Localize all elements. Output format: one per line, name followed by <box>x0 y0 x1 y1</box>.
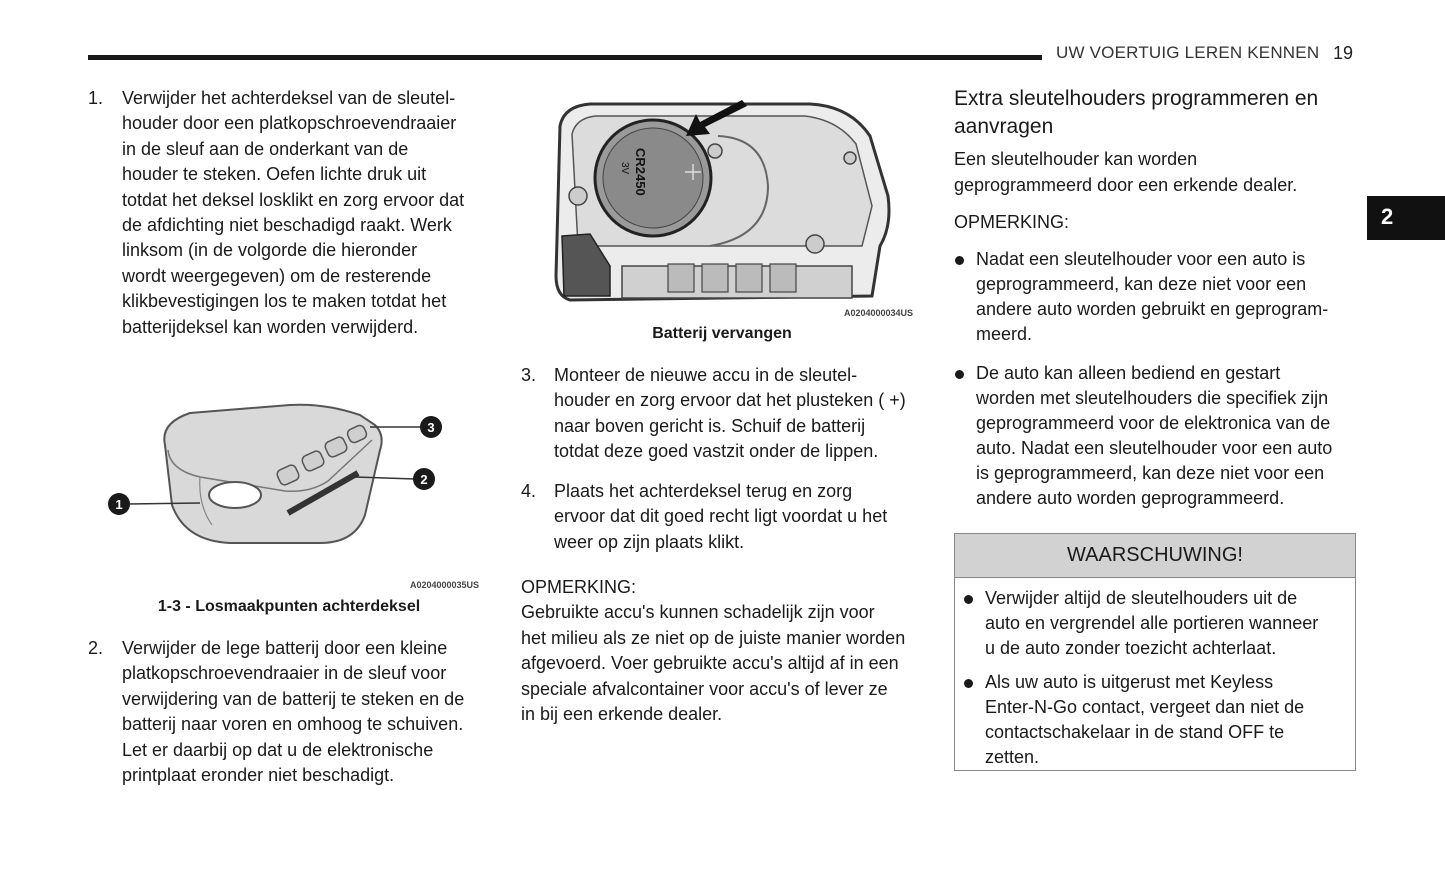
step-2 <box>88 636 498 788</box>
callout-1-label: 1 <box>115 497 123 512</box>
text-line: Een sleutelhouder kan worden <box>954 149 1198 169</box>
text-line: speciale afvalcontainer voor accu's of lever ze <box>521 678 888 699</box>
step-1 <box>88 86 498 340</box>
text-line: naar boven gericht is. Schuif de batterij <box>554 415 866 436</box>
text-line: Enter-N-Go contact, vergeet dan niet de <box>985 697 1305 717</box>
text-line: meerd. <box>976 324 1033 344</box>
text-line: de afdichting niet beschadigd raakt. Werk <box>122 215 452 236</box>
section-heading <box>954 85 1359 141</box>
list-item <box>963 670 1345 770</box>
step-3-number: 3. <box>521 365 537 385</box>
text-line: batterij naar voren en omhoog te schuiven. <box>122 714 464 735</box>
text-line: in bij een erkende dealer. <box>521 704 723 725</box>
step-2-number: 2. <box>88 638 104 658</box>
text-line: houder te steken. Oefen lichte druk uit <box>122 164 427 185</box>
callout-2-label: 2 <box>420 472 428 487</box>
text-line: totdat deze goed vastzit onder de lippen. <box>554 441 879 462</box>
step-1-number: 1. <box>88 88 104 108</box>
text-line: afgevoerd. Voer gebruikte accu's altijd af in een <box>521 653 899 674</box>
section-extra-key-fobs <box>954 85 1359 525</box>
text-line: klikbevestigingen los te maken totdat het <box>122 291 447 312</box>
header-rule <box>88 55 1042 60</box>
chapter-tab: 2 <box>1367 196 1445 240</box>
text-line: andere auto worden gebruikt en geprogram- <box>976 299 1329 319</box>
step-4-number: 4. <box>521 481 537 501</box>
text-line: worden met sleutelhouders die specifiek zijn <box>976 388 1329 408</box>
text-line: Verwijder de lege batterij door een kleine <box>122 638 448 658</box>
text-line: Plaats het achterdeksel terug en zorg <box>554 481 853 501</box>
bullet-icon <box>964 679 973 688</box>
text-line: platkopschroevendraaier in de sleuf voor <box>122 663 447 684</box>
note-bullets <box>954 247 1359 511</box>
list-item <box>954 361 1359 511</box>
text-line: Monteer de nieuwe accu in de sleutel- <box>554 365 858 385</box>
warning-title: WAARSCHUWING! <box>955 534 1355 578</box>
step-1-text <box>122 86 498 340</box>
figure-1-code: A0204000035US <box>410 580 480 590</box>
bullet-icon <box>955 256 964 265</box>
section-intro <box>954 147 1359 198</box>
text-line: Verwijder altijd de sleutelhouders uit de <box>985 588 1298 608</box>
text-line: printplaat eronder niet beschadigt. <box>122 765 395 786</box>
text-line: geprogrammeerd door een erkende dealer. <box>954 174 1298 195</box>
list-item <box>954 247 1359 347</box>
heading-line: aanvragen <box>954 115 1054 138</box>
text-line: is geprogrammeerd, kan deze niet voor een <box>976 463 1325 483</box>
note-disposal <box>521 575 931 727</box>
battery-replacement-illustration <box>550 96 895 306</box>
text-line: u de auto zonder toezicht achterlaat. <box>985 638 1277 658</box>
warning-box <box>954 533 1356 771</box>
step-3 <box>521 363 931 465</box>
callout-3-label: 3 <box>427 420 435 435</box>
step-4 <box>521 479 931 555</box>
text-line: wordt weergegeven) om de resterende <box>122 265 432 286</box>
text-line: houder door een platkopschroevendraaier <box>122 113 457 134</box>
figure-2-caption: Batterij vervangen <box>652 325 792 342</box>
text-line: Als uw auto is uitgerust met Keyless <box>985 672 1274 692</box>
step-3-text <box>554 363 931 465</box>
text-line: andere auto worden geprogrammeerd. <box>976 488 1285 508</box>
text-line: het milieu als ze niet op de juiste manier worden <box>521 627 906 648</box>
figure-2-code: A0204000034US <box>844 308 914 318</box>
text-line: Verwijder het achterdeksel van de sleutel- <box>122 88 456 108</box>
text-line: Gebruikte accu's kunnen schadelijk zijn voor <box>521 602 875 623</box>
text-line: batterijdeksel kan worden verwijderd. <box>122 316 419 337</box>
text-line: totdat het deksel losklikt en zorg ervoor dat <box>122 189 465 210</box>
bullet-icon <box>964 595 973 604</box>
key-fob-release-points-illustration <box>100 395 490 555</box>
step-2-text <box>122 636 498 788</box>
text-line: contactschakelaar in de stand OFF te <box>985 722 1285 742</box>
text-line: houder en zorg ervoor dat het plusteken ( +) <box>554 390 906 411</box>
text-line: zetten. <box>985 747 1040 767</box>
text-line: ervoor dat dit goed recht ligt voordat u het <box>554 506 888 527</box>
text-line: auto. Nadat een sleutelhouder voor een auto <box>976 438 1333 458</box>
note-label: OPMERKING: <box>954 212 1070 232</box>
text-line: Nadat een sleutelhouder voor een auto is <box>976 249 1306 269</box>
text-line: geprogrammeerd voor de elektronica van de <box>976 413 1331 433</box>
running-header-title: UW VOERTUIG LEREN KENNEN <box>1056 43 1320 62</box>
text-line: in de sleuf aan de onderkant van de <box>122 138 409 159</box>
text-line: linksom (in de volgorde die hieronder <box>122 240 418 261</box>
text-line: weer op zijn plaats klikt. <box>554 531 745 552</box>
battery-voltage: 3V <box>619 162 630 175</box>
text-line: verwijdering van de batterij te steken en de <box>122 688 465 709</box>
page-number: 19 <box>1333 43 1354 63</box>
text-line: auto en vergrendel alle portieren wanneer <box>985 613 1319 633</box>
step-4-text <box>554 479 931 555</box>
list-item <box>963 586 1345 661</box>
note-label: OPMERKING: <box>521 577 637 597</box>
text-line: geprogrammeerd, kan deze niet voor een <box>976 274 1307 294</box>
heading-line: Extra sleutelhouders programmeren en <box>954 87 1319 110</box>
warning-bullets <box>955 578 1355 770</box>
text-line: Let er daarbij op dat u de elektronische <box>122 739 434 760</box>
text-line: De auto kan alleen bediend en gestart <box>976 363 1281 383</box>
battery-label: CR2450 <box>633 148 648 196</box>
bullet-icon <box>955 370 964 379</box>
figure-1-caption: 1-3 - Losmaakpunten achterdeksel <box>157 598 421 615</box>
